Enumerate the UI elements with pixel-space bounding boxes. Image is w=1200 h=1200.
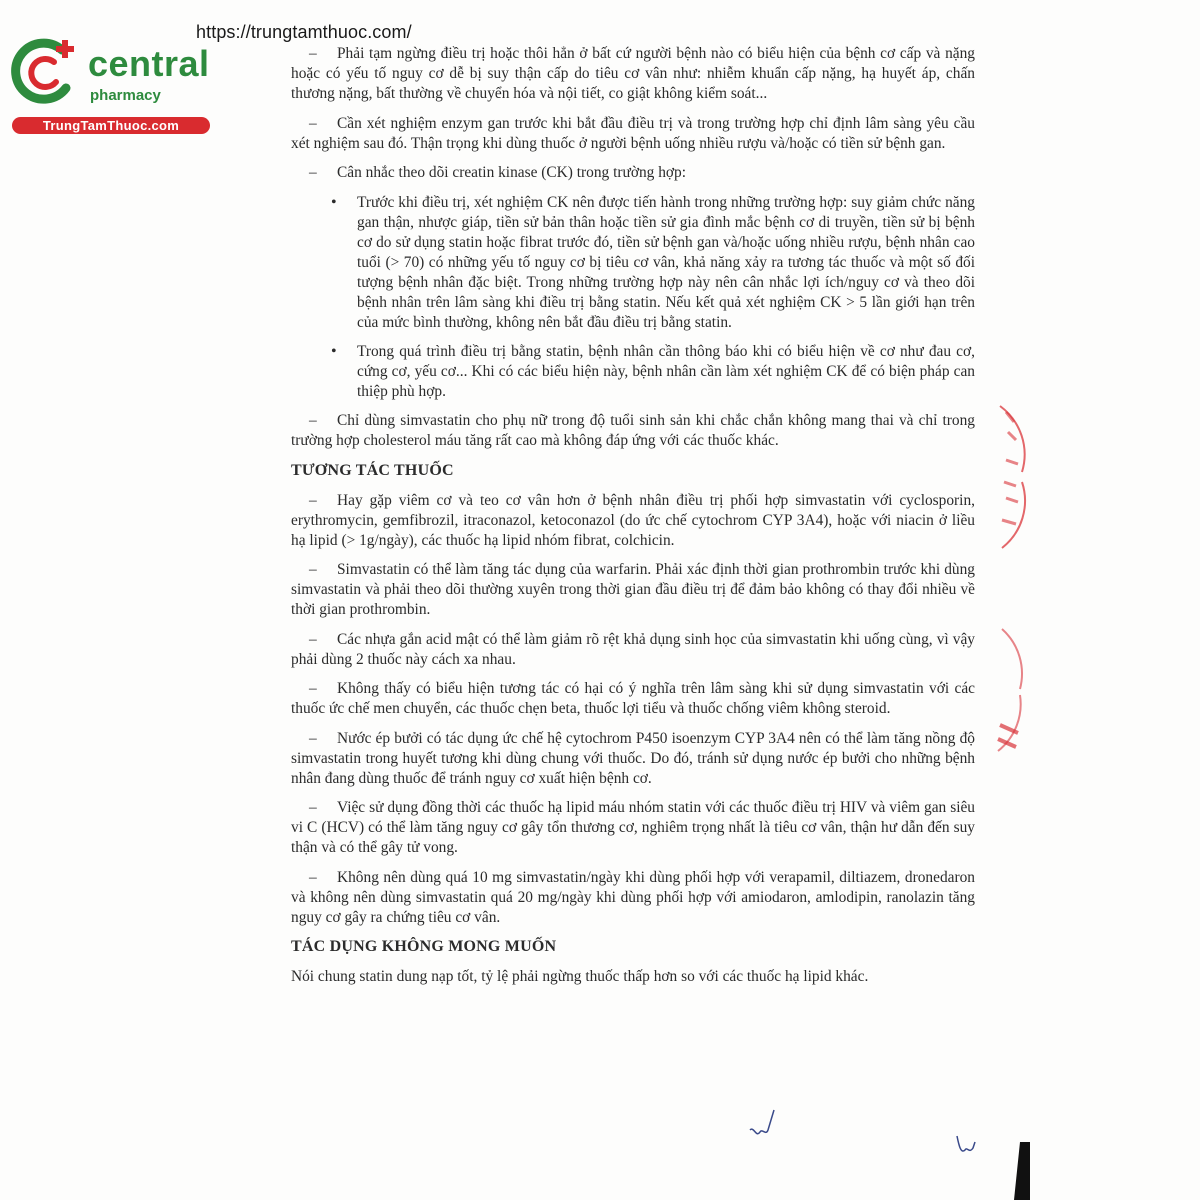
interaction-paragraph: [291, 868, 975, 928]
dash-marker: –: [309, 45, 317, 62]
list-item: • Trước khi điều trị, xét nghiệm CK nên được tiến hành trong những trường hợp: suy giảm chức năng gan thận, nhược giáp, tiền sử bản thân hoặc tiền sử gia đình mắc bệnh cơ di truyền, tiền sử bị bệnh cơ do sử dụng statin hoặc fibrat trước đó, tiền sử bệnh gan và/hoặc uống nhiều rượu, bệnh nhân cao tuổi (> 70) có những yếu tố nguy cơ bị tiêu cơ vân, khả năng xảy ra tương tác thuốc và một số đối tượng bệnh nhân đặc biệt. Trong những trường hợp này nên cân nhắc lợi ích/nguy cơ và theo dõi bệnh nhân trên lâm sàng khi điều trị bằng statin. Nếu kết quả xét nghiệm CK > 5 lần giới hạn trên của mức bình thường, không nên bắt đầu điều trị bằng statin.: [357, 193, 975, 333]
dash-marker: –: [309, 680, 317, 697]
dash-marker: –: [309, 561, 317, 578]
side-effects-text: Nói chung statin dung nạp tốt, tỷ lệ phải ngừng thuốc thấp hơn so với các thuốc hạ lipid khác.: [291, 968, 869, 985]
dash-marker: –: [309, 114, 317, 132]
precaution-paragraph: [291, 44, 975, 104]
logo-subtitle: pharmacy: [90, 87, 161, 104]
list-item: • Trong quá trình điều trị bằng statin, bệnh nhân cần thông báo khi có biểu hiện về cơ như đau cơ, cứng cơ, yếu cơ... Khi có các biểu hiện này, bệnh nhân cần làm xét nghiệm CK để có biện pháp can thiệp phù hợp.: [357, 342, 975, 402]
paragraph-text: Phải tạm ngừng điều trị hoặc thôi hẳn ở bất cứ người bệnh nào có biểu hiện của bệnh cơ cấp và nặng hoặc có yếu tố nguy cơ dễ bị suy thận cấp do tiêu cơ vân như: nhiễm khuẩn cấp nặng, hạ huyết áp, chấn thương nặng, bất thường về chuyển hóa và nội tiết, co giật không kiểm soát...: [291, 45, 975, 102]
signature-mark-icon: [955, 1132, 977, 1158]
ck-bullet-list: [291, 193, 975, 402]
interaction-paragraph: [291, 679, 975, 719]
paragraph-text: Không nên dùng quá 10 mg simvastatin/ngày khi dùng phối hợp với verapamil, diltiazem, dronedaron và không nên dùng simvastatin quá 20 mg/ngày khi dùng phối hợp với amiodaron, amlodipin, ranolazin tăng nguy cơ gây ra chứng tiêu cơ vân.: [291, 868, 975, 926]
paragraph-text: Chỉ dùng simvastatin cho phụ nữ trong độ tuổi sinh sản khi chắc chắn không mang thai và chỉ trong trường hợp cholesterol máu tăng rất cao mà không đáp ứng với các thuốc khác.: [291, 412, 975, 449]
dash-marker: –: [309, 630, 317, 648]
logo-banner: TrungTamThuoc.com: [12, 117, 210, 134]
paragraph-text: Cân nhắc theo dõi creatin kinase (CK) trong trường hợp:: [337, 164, 687, 181]
precaution-paragraph: [291, 411, 975, 451]
logo-brand-text: central: [88, 43, 210, 84]
signature-mark-icon: [748, 1108, 778, 1142]
section-heading-side-effects: TÁC DỤNG KHÔNG MONG MUỐN: [291, 938, 557, 955]
interaction-paragraph: [291, 798, 975, 858]
dash-marker: –: [309, 799, 317, 816]
paragraph-text: Cần xét nghiệm enzym gan trước khi bắt đầu điều trị và trong trường hợp chỉ định lâm sàng yêu cầu xét nghiệm sau đó. Thận trọng khi dùng thuốc ở người bệnh uống nhiều rượu và/hoặc có tiền sử bệnh gan.: [291, 114, 975, 152]
stamp-fragment-icon: [992, 625, 1032, 755]
logo-c-cross-icon: [10, 36, 82, 108]
interaction-paragraph: [291, 560, 975, 620]
interaction-paragraph: [291, 630, 975, 670]
black-edge-mark-icon: [1010, 1142, 1030, 1200]
ck-intro: [291, 163, 975, 183]
section-heading-interactions: TƯƠNG TÁC THUỐC: [291, 461, 454, 479]
pharmacy-logo[interactable]: [10, 36, 215, 136]
interaction-paragraph: [291, 491, 975, 551]
stamp-fragment-icon: [992, 402, 1032, 552]
dash-marker: –: [309, 491, 317, 509]
dash-marker: –: [309, 868, 317, 886]
paragraph-text: Hay gặp viêm cơ và teo cơ vân hơn ở bệnh nhân điều trị phối hợp simvastatin với cyclosporin, erythromycin, gemfibrozil, itraconazol, ketoconazol (do ức chế cytochrom CYP 3A4), hoặc với niacin ở liều hạ lipid (> 1g/ngày), các thuốc hạ lipid nhóm fibrat, colchicin.: [291, 491, 975, 549]
dash-marker: –: [309, 729, 317, 747]
source-url[interactable]: https://trungtamthuoc.com/: [196, 22, 412, 42]
paragraph-text: Việc sử dụng đồng thời các thuốc hạ lipid máu nhóm statin với các thuốc điều trị HIV và viêm gan siêu vi C (HCV) có thể làm tăng nguy cơ gây tổn thương cơ, nghiêm trọng nhất là tiêu cơ vân, thận hư dẫn đến suy thận và có thể gây tử vong.: [291, 799, 975, 856]
paragraph-text: Các nhựa gắn acid mật có thể làm giảm rõ rệt khả dụng sinh học của simvastatin khi uống cùng, vì vậy phải dùng 2 thuốc này cách xa nhau.: [291, 630, 975, 668]
dash-marker: –: [309, 164, 317, 181]
precaution-paragraph: [291, 114, 975, 154]
paragraph-text: Nước ép bưởi có tác dụng ức chế hệ cytochrom P450 isoenzym CYP 3A4 nên có thể làm tăng nồng độ simvastatin trong huyết tương khi dùng chung với thuốc. Do đó, tránh sử dụng nước ép bưởi cho những bệnh nhân đang dùng thuốc để tránh nguy cơ xuất hiện bệnh cơ.: [291, 729, 975, 787]
dash-marker: –: [309, 412, 317, 429]
document-body: [291, 44, 975, 987]
interaction-paragraph: [291, 729, 975, 789]
paragraph-text: Không thấy có biểu hiện tương tác có hại có ý nghĩa trên lâm sàng khi sử dụng simvastatin với các thuốc ức chế men chuyển, các thuốc chẹn beta, thuốc lợi tiểu và thuốc chống viêm không steroid.: [291, 680, 975, 717]
paragraph-text: Simvastatin có thể làm tăng tác dụng của warfarin. Phải xác định thời gian prothrombin trước khi dùng simvastatin và phải theo dõi thường xuyên trong thời gian đầu điều trị để đảm bảo không có thay đổi nhiều về thời gian prothrombin.: [291, 561, 975, 618]
